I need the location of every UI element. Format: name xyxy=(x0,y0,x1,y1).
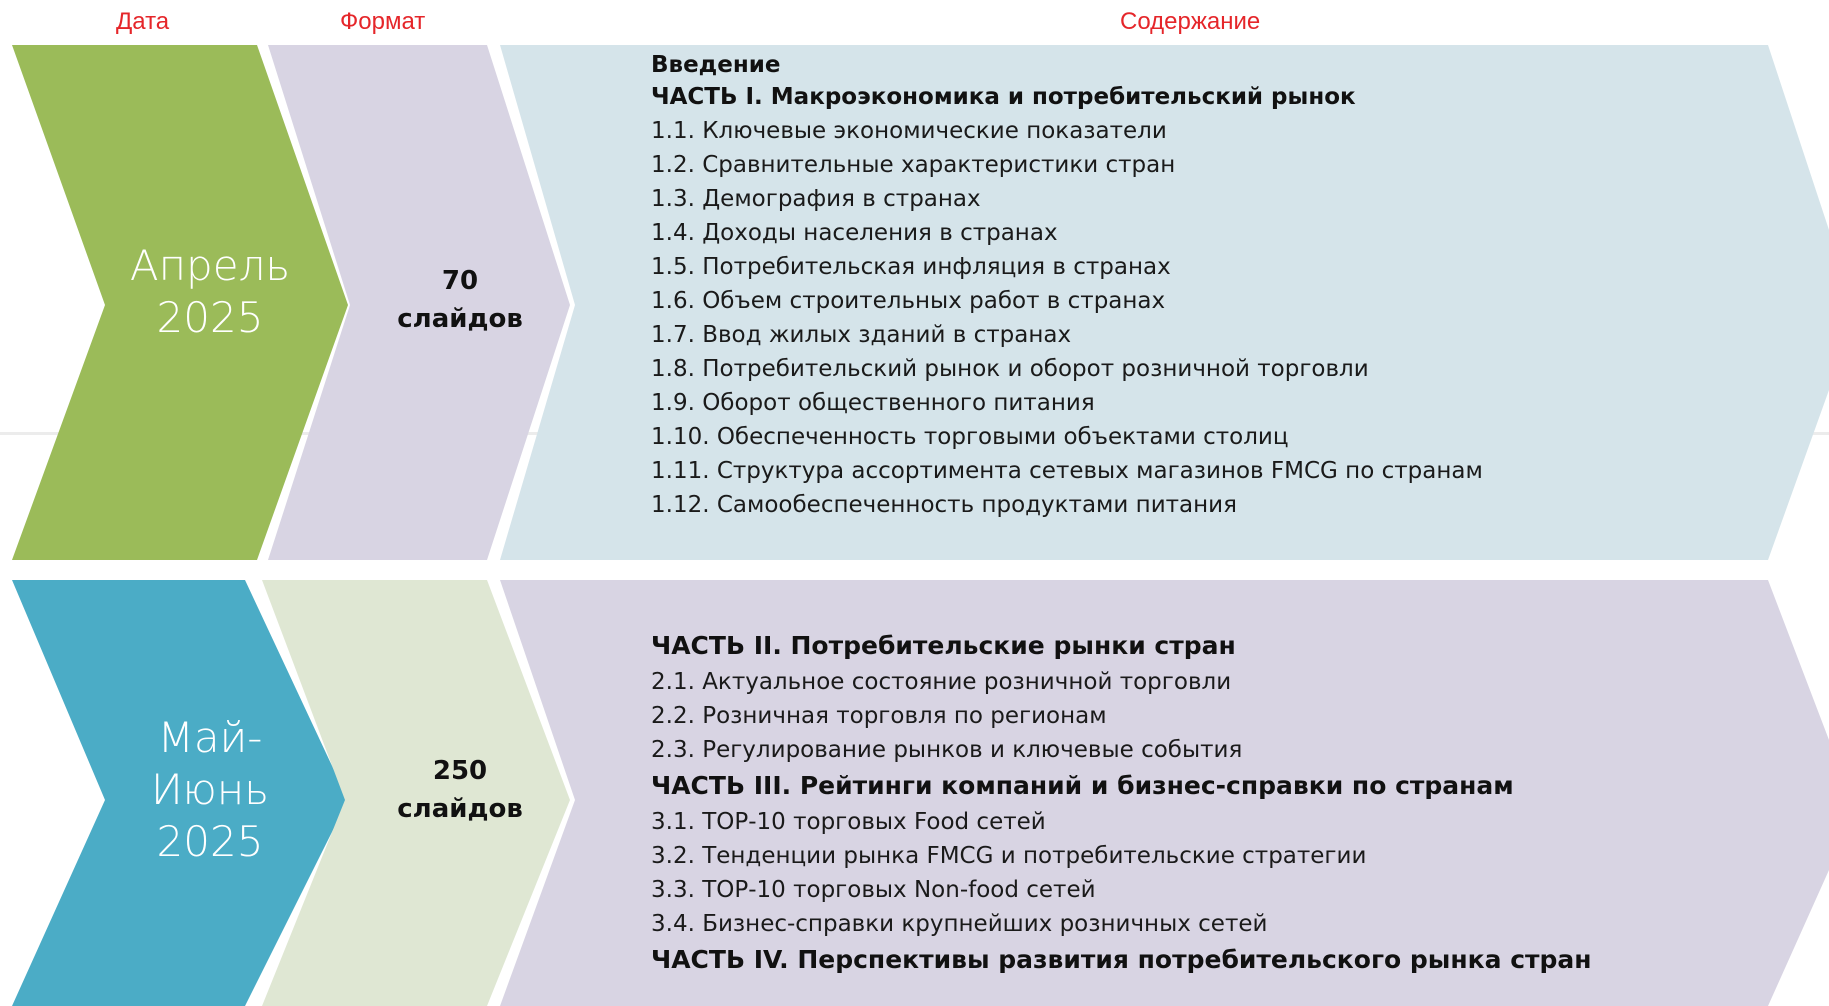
content-heading: ЧАСТЬ III. Рейтинги компаний и бизнес-справки по странам xyxy=(651,771,1514,800)
content-heading: ЧАСТЬ IV. Перспективы развития потребительского рынка стран xyxy=(651,945,1592,974)
row1-date-month: Апрель xyxy=(129,241,291,290)
row1-format-count: 70 xyxy=(441,266,479,296)
header-date: Дата xyxy=(116,8,170,35)
content-item: 2.1. Актуальное состояние розничной торговли xyxy=(651,669,1232,695)
content-heading: Введение xyxy=(651,52,781,78)
row2-format-unit: слайдов xyxy=(397,794,523,824)
row2-date-month: Май- xyxy=(157,713,263,762)
content-item: 1.6. Объем строительных работ в странах xyxy=(651,288,1166,314)
row1-date xyxy=(110,240,310,344)
content-item: 2.3. Регулирование рынков и ключевые события xyxy=(651,737,1243,763)
header-content: Содержание xyxy=(1120,8,1261,35)
row1-format xyxy=(380,262,540,338)
content-item: 1.10. Обеспеченность торговыми объектами столиц xyxy=(651,424,1289,450)
row2-content-list xyxy=(651,627,1592,979)
row2-date-year: 2025 xyxy=(156,817,264,866)
content-item: 1.1. Ключевые экономические показатели xyxy=(651,118,1167,144)
row1-date-year: 2025 xyxy=(156,293,264,342)
content-item: 1.5. Потребительская инфляция в странах xyxy=(651,254,1171,280)
content-item: 1.11. Структура ассортимента сетевых магазинов FMCG по странам xyxy=(651,458,1483,484)
content-heading: ЧАСТЬ II. Потребительские рынки стран xyxy=(651,631,1236,660)
content-item: 3.2. Тенденции рынка FMCG и потребительские стратегии xyxy=(651,843,1367,869)
content-item: 1.2. Сравнительные характеристики стран xyxy=(651,152,1176,178)
row2-date-month2: Июнь xyxy=(150,765,270,814)
row2-format-count: 250 xyxy=(432,756,488,786)
content-item: 2.2. Розничная торговля по регионам xyxy=(651,703,1107,729)
row2-format xyxy=(380,752,540,828)
row2-date xyxy=(110,712,310,868)
row1-format-unit: слайдов xyxy=(397,304,523,334)
content-item: 1.7. Ввод жилых зданий в странах xyxy=(651,322,1072,348)
content-item: 1.4. Доходы населения в странах xyxy=(651,220,1058,246)
content-item: 1.8. Потребительский рынок и оборот розничной торговли xyxy=(651,356,1369,382)
content-item: 1.12. Самообеспеченность продуктами питания xyxy=(651,492,1237,518)
content-item: 3.3. ТОР-10 торговых Non-food сетей xyxy=(651,877,1096,903)
content-item: 3.4. Бизнес-справки крупнейших розничных сетей xyxy=(651,911,1268,937)
header-format: Формат xyxy=(340,8,426,35)
content-heading: ЧАСТЬ I. Макроэкономика и потребительский рынок xyxy=(651,84,1356,110)
row1-content-list xyxy=(651,50,1483,522)
content-item: 3.1. ТОР-10 торговых Food сетей xyxy=(651,809,1046,835)
content-item: 1.3. Демография в странах xyxy=(651,186,981,212)
content-item: 1.9. Оборот общественного питания xyxy=(651,390,1095,416)
